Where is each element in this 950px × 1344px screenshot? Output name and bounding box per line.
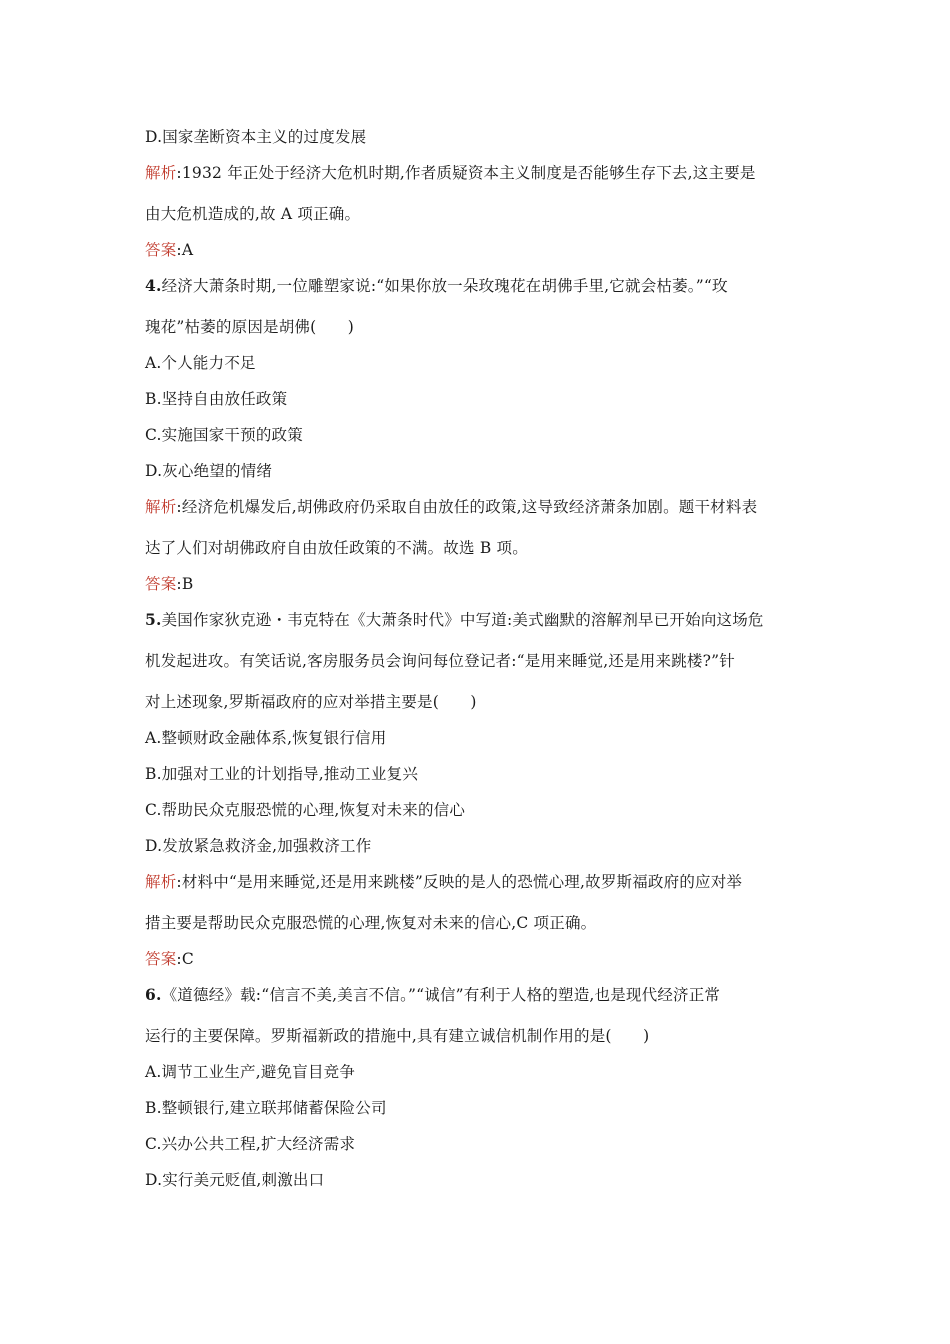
q3-option-d: D.国家垄断资本主义的过度发展 xyxy=(145,128,367,146)
q5-stem-line3: 对上述现象,罗斯福政府的应对举措主要是( ) xyxy=(145,693,477,711)
q4-option-a: A.个人能力不足 xyxy=(145,354,256,372)
q4-analysis-line1: 解析:经济危机爆发后,胡佛政府仍采取自由放任的政策,这导致经济萧条加剧。题干材料表 xyxy=(145,498,758,516)
q5-analysis-line1: 解析:材料中“是用来睡觉,还是用来跳楼”反映的是人的恐慌心理,故罗斯福政府的应对举 xyxy=(145,873,743,891)
q6-option-b: B.整顿银行,建立联邦储蓄保险公司 xyxy=(145,1099,387,1117)
q5-answer: 答案:C xyxy=(145,950,194,968)
question-number: 5. xyxy=(145,610,162,629)
analysis-label: 解析 xyxy=(145,164,177,182)
q3-analysis-line1: 解析:1932 年正处于经济大危机时期,作者质疑资本主义制度是否能够生存下去,这主要是 xyxy=(145,164,756,182)
q5-analysis-line2: 措主要是帮助民众克服恐慌的心理,恢复对未来的信心,C 项正确。 xyxy=(145,914,597,932)
q4-option-b: B.坚持自由放任政策 xyxy=(145,390,288,408)
q3-analysis-line2: 由大危机造成的,故 A 项正确。 xyxy=(145,205,361,223)
q6-stem-line1: 6.《道德经》载:“信言不美,美言不信。”“诚信”有利于人格的塑造,也是现代经济正常 xyxy=(145,985,721,1004)
q4-stem-line2: 瑰花”枯萎的原因是胡佛( ) xyxy=(145,318,355,336)
q5-option-d: D.发放紧急救济金,加强救济工作 xyxy=(145,837,372,855)
q5-option-c: C.帮助民众克服恐慌的心理,恢复对未来的信心 xyxy=(145,801,466,819)
q3-answer: 答案:A xyxy=(145,241,194,259)
q5-stem-line2: 机发起进攻。有笑话说,客房服务员会询问每位登记者:“是用来睡觉,还是用来跳楼?”针 xyxy=(145,652,735,670)
answer-label: 答案 xyxy=(145,575,177,593)
q6-stem-line2: 运行的主要保障。罗斯福新政的措施中,具有建立诚信机制作用的是( ) xyxy=(145,1027,650,1045)
answer-label: 答案 xyxy=(145,950,177,968)
q5-option-a: A.整顿财政金融体系,恢复银行信用 xyxy=(145,729,387,747)
q4-option-d: D.灰心绝望的情绪 xyxy=(145,462,273,480)
q4-option-c: C.实施国家干预的政策 xyxy=(145,426,303,444)
answer-label: 答案 xyxy=(145,241,177,259)
analysis-label: 解析 xyxy=(145,873,177,891)
question-number: 6. xyxy=(145,985,162,1004)
q4-answer: 答案:B xyxy=(145,575,194,593)
q4-stem-line1: 4.经济大萧条时期,一位雕塑家说:“如果你放一朵玫瑰花在胡佛手里,它就会枯萎。”“玫 xyxy=(145,276,728,295)
q6-option-a: A.调节工业生产,避免盲目竞争 xyxy=(145,1063,356,1081)
q6-option-c: C.兴办公共工程,扩大经济需求 xyxy=(145,1135,356,1153)
q4-analysis-line2: 达了人们对胡佛政府自由放任政策的不满。故选 B 项。 xyxy=(145,539,528,557)
question-number: 4. xyxy=(145,276,162,295)
q5-option-b: B.加强对工业的计划指导,推动工业复兴 xyxy=(145,765,419,783)
q5-stem-line1: 5.美国作家狄克逊・韦克特在《大萧条时代》中写道:美式幽默的溶解剂早已开始向这场危 xyxy=(145,610,764,629)
analysis-label: 解析 xyxy=(145,498,177,516)
q6-option-d: D.实行美元贬值,刺激出口 xyxy=(145,1171,325,1189)
